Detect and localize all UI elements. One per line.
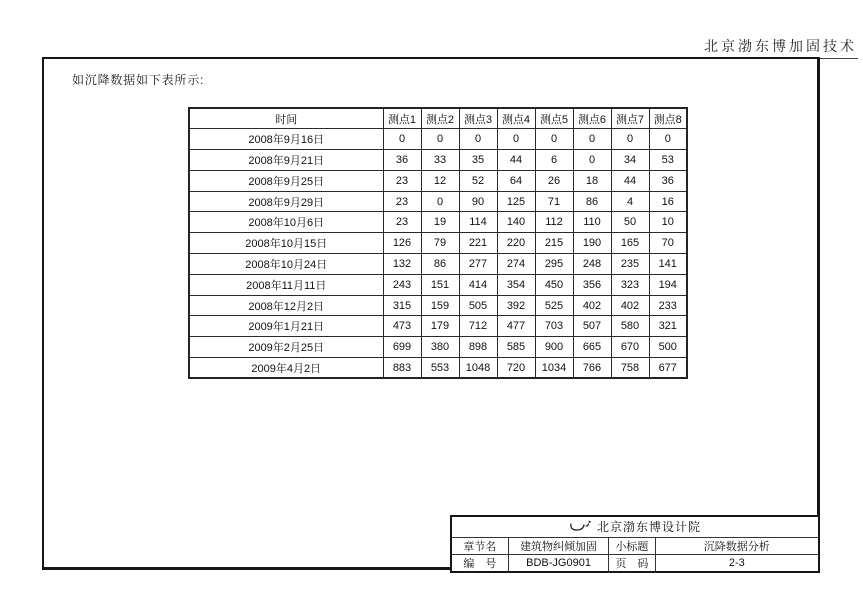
value-cell: 0 [649,129,687,150]
value-cell: 402 [611,295,649,316]
company-cell [451,516,819,537]
value-cell: 215 [535,233,573,254]
value-cell: 16 [649,191,687,212]
value-cell: 477 [497,316,535,337]
value-cell: 235 [611,254,649,275]
value-cell: 274 [497,254,535,275]
value-cell: 665 [573,337,611,358]
field-label-chapter: 章节名 [451,537,508,554]
date-cell: 2008年10月24日 [189,254,383,275]
value-cell: 392 [497,295,535,316]
value-cell: 50 [611,212,649,233]
value-cell: 321 [649,316,687,337]
value-cell: 720 [497,358,535,379]
field-value-chapter: 建筑物纠倾加固 [508,537,609,554]
column-header: 测点8 [649,108,687,129]
value-cell: 699 [383,337,421,358]
value-cell: 580 [611,316,649,337]
table-row [189,295,687,316]
value-cell: 883 [383,358,421,379]
value-cell: 323 [611,274,649,295]
value-cell: 34 [611,150,649,171]
value-cell: 23 [383,212,421,233]
value-cell: 23 [383,191,421,212]
table-row [189,212,687,233]
title-block-table [450,515,820,573]
field-label-number: 编 号 [451,554,508,572]
value-cell: 26 [535,170,573,191]
value-cell: 71 [535,191,573,212]
column-header: 测点6 [573,108,611,129]
value-cell: 52 [459,170,497,191]
date-cell: 2009年4月2日 [189,358,383,379]
value-cell: 0 [497,129,535,150]
value-cell: 766 [573,358,611,379]
value-cell: 677 [649,358,687,379]
column-header: 测点5 [535,108,573,129]
value-cell: 44 [611,170,649,191]
table-body [189,129,687,379]
value-cell: 0 [421,129,459,150]
value-cell: 112 [535,212,573,233]
value-cell: 450 [535,274,573,295]
value-cell: 194 [649,274,687,295]
table-header-row [189,108,687,129]
value-cell: 315 [383,295,421,316]
value-cell: 4 [611,191,649,212]
value-cell: 179 [421,316,459,337]
table-row [189,274,687,295]
value-cell: 0 [383,129,421,150]
value-cell: 19 [421,212,459,233]
table-row [189,337,687,358]
title-block-field-row [451,554,819,572]
date-cell: 2008年9月25日 [189,170,383,191]
value-cell: 0 [573,129,611,150]
value-cell: 6 [535,150,573,171]
value-cell: 86 [421,254,459,275]
value-cell: 23 [383,170,421,191]
value-cell: 1048 [459,358,497,379]
date-cell: 2008年9月21日 [189,150,383,171]
column-header: 测点7 [611,108,649,129]
drawing-title-block [450,515,820,570]
value-cell: 0 [573,150,611,171]
value-cell: 70 [649,233,687,254]
table-row [189,233,687,254]
value-cell: 243 [383,274,421,295]
settlement-data-table [188,107,688,379]
value-cell: 553 [421,358,459,379]
value-cell: 473 [383,316,421,337]
value-cell: 505 [459,295,497,316]
column-header: 测点2 [421,108,459,129]
table-row [189,129,687,150]
value-cell: 140 [497,212,535,233]
value-cell: 36 [649,170,687,191]
table-row [189,191,687,212]
value-cell: 165 [611,233,649,254]
design-institute-logo-icon [569,520,591,535]
company-name: 北京渤东博设计院 [596,520,701,535]
value-cell: 380 [421,337,459,358]
value-cell: 1034 [535,358,573,379]
value-cell: 33 [421,150,459,171]
column-header: 测点3 [459,108,497,129]
table-row [189,150,687,171]
date-cell: 2008年10月6日 [189,212,383,233]
value-cell: 525 [535,295,573,316]
value-cell: 36 [383,150,421,171]
table-row [189,358,687,379]
value-cell: 0 [421,191,459,212]
table-row [189,170,687,191]
field-label-subtitle: 小标题 [609,537,655,554]
value-cell: 141 [649,254,687,275]
field-label-page: 页 码 [609,554,655,572]
date-cell: 2009年2月25日 [189,337,383,358]
date-cell: 2008年12月2日 [189,295,383,316]
value-cell: 758 [611,358,649,379]
value-cell: 277 [459,254,497,275]
value-cell: 898 [459,337,497,358]
field-value-subtitle: 沉降数据分析 [655,537,819,554]
date-cell: 2008年11月11日 [189,274,383,295]
value-cell: 44 [497,150,535,171]
value-cell: 125 [497,191,535,212]
value-cell: 64 [497,170,535,191]
title-block-field-row [451,537,819,554]
value-cell: 356 [573,274,611,295]
value-cell: 585 [497,337,535,358]
value-cell: 703 [535,316,573,337]
field-value-number: BDB-JG0901 [508,554,609,572]
value-cell: 151 [421,274,459,295]
column-header: 测点1 [383,108,421,129]
value-cell: 402 [573,295,611,316]
value-cell: 233 [649,295,687,316]
title-block-company-row [451,516,819,537]
value-cell: 221 [459,233,497,254]
value-cell: 79 [421,233,459,254]
value-cell: 0 [459,129,497,150]
value-cell: 670 [611,337,649,358]
date-cell: 2008年9月16日 [189,129,383,150]
value-cell: 10 [649,212,687,233]
value-cell: 53 [649,150,687,171]
value-cell: 712 [459,316,497,337]
value-cell: 220 [497,233,535,254]
value-cell: 190 [573,233,611,254]
date-cell: 2008年10月15日 [189,233,383,254]
value-cell: 126 [383,233,421,254]
value-cell: 0 [535,129,573,150]
table-row [189,316,687,337]
value-cell: 35 [459,150,497,171]
value-cell: 114 [459,212,497,233]
value-cell: 295 [535,254,573,275]
intro-text: 如沉降数据如下表所示: [72,73,205,87]
value-cell: 900 [535,337,573,358]
date-cell: 2009年1月21日 [189,316,383,337]
value-cell: 414 [459,274,497,295]
column-header: 测点4 [497,108,535,129]
value-cell: 18 [573,170,611,191]
table-row [189,254,687,275]
value-cell: 500 [649,337,687,358]
value-cell: 248 [573,254,611,275]
value-cell: 507 [573,316,611,337]
column-header: 时间 [189,108,383,129]
date-cell: 2008年9月29日 [189,191,383,212]
letterhead-title: 北京渤东博加固技术 [703,36,858,59]
value-cell: 0 [611,129,649,150]
value-cell: 354 [497,274,535,295]
value-cell: 110 [573,212,611,233]
value-cell: 90 [459,191,497,212]
value-cell: 159 [421,295,459,316]
value-cell: 132 [383,254,421,275]
field-value-page: 2-3 [655,554,819,572]
value-cell: 86 [573,191,611,212]
value-cell: 12 [421,170,459,191]
